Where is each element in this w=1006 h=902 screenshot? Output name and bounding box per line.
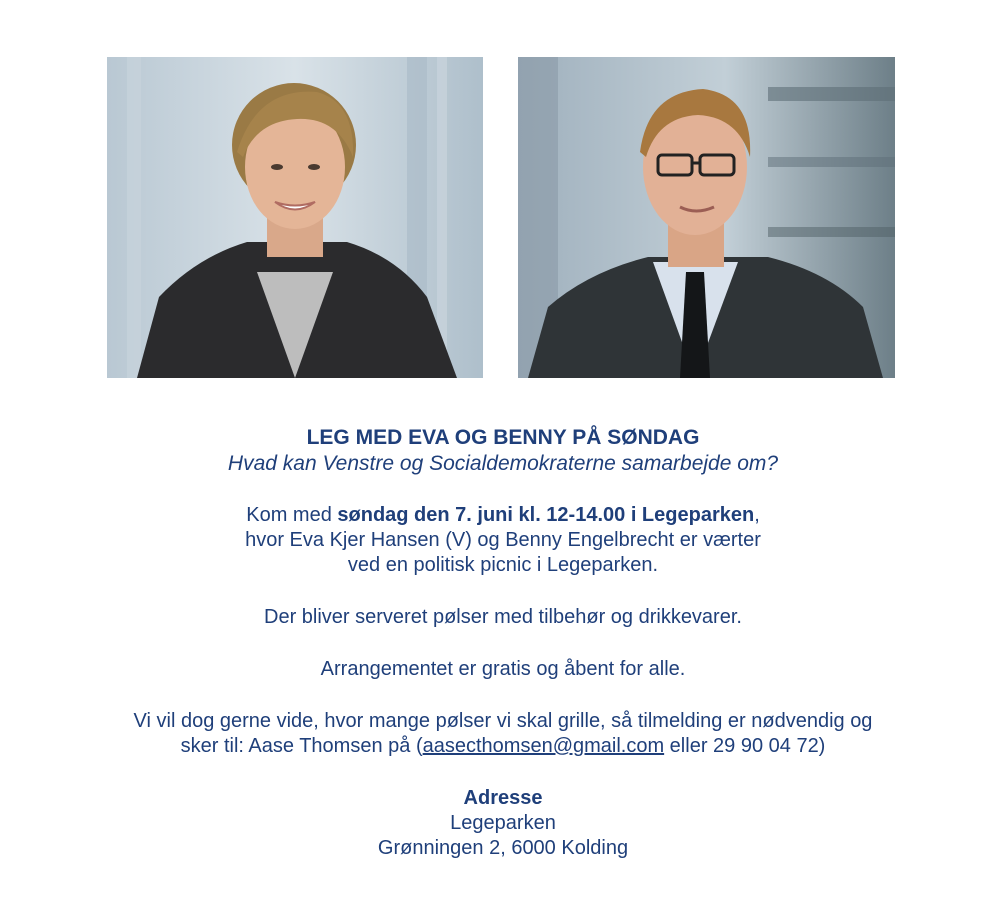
address-line-2: Grønningen 2, 6000 Kolding [377,837,629,859]
signup-trail: eller 29 90 04 72) [664,735,826,757]
event-date-highlight: søndag den 7. juni kl. 12-14.00 i Legeparken [337,504,755,526]
portrait-photo-benny [518,57,895,378]
headline: LEG MED EVA OG BENNY PÅ SØNDAG [306,426,700,449]
intro-line-1 [0,503,1006,528]
email-link[interactable]: aasecthomsen@gmail.com [422,735,665,757]
portrait-photo-eva-image [107,57,483,378]
portrait-photo-benny-image [518,57,895,378]
address-heading: Adresse [463,787,543,809]
intro-line-2: hvor Eva Kjer Hansen (V) og Benny Engelbrecht er værter [245,529,761,551]
signup-line-2 [0,734,1006,759]
intro-trail: , [754,504,760,526]
food-info: Der bliver serveret pølser med tilbehør og drikkevarer. [264,606,742,628]
signup-line-1: Vi vil dog gerne vide, hvor mange pølser vi skal grille, så tilmelding er nødvendig og [133,710,873,732]
portrait-photo-eva [107,57,483,378]
address-line-1: Legeparken [450,812,556,834]
subtitle: Hvad kan Venstre og Socialdemokraterne samarbejde om? [227,452,779,475]
intro-lead: Kom med [246,504,338,526]
free-info: Arrangementet er gratis og åbent for alle. [320,658,686,680]
intro-line-3: ved en politisk picnic i Legeparken. [347,554,659,576]
invitation-text [0,425,1006,861]
signup-lead: sker til: Aase Thomsen på ( [180,735,423,757]
